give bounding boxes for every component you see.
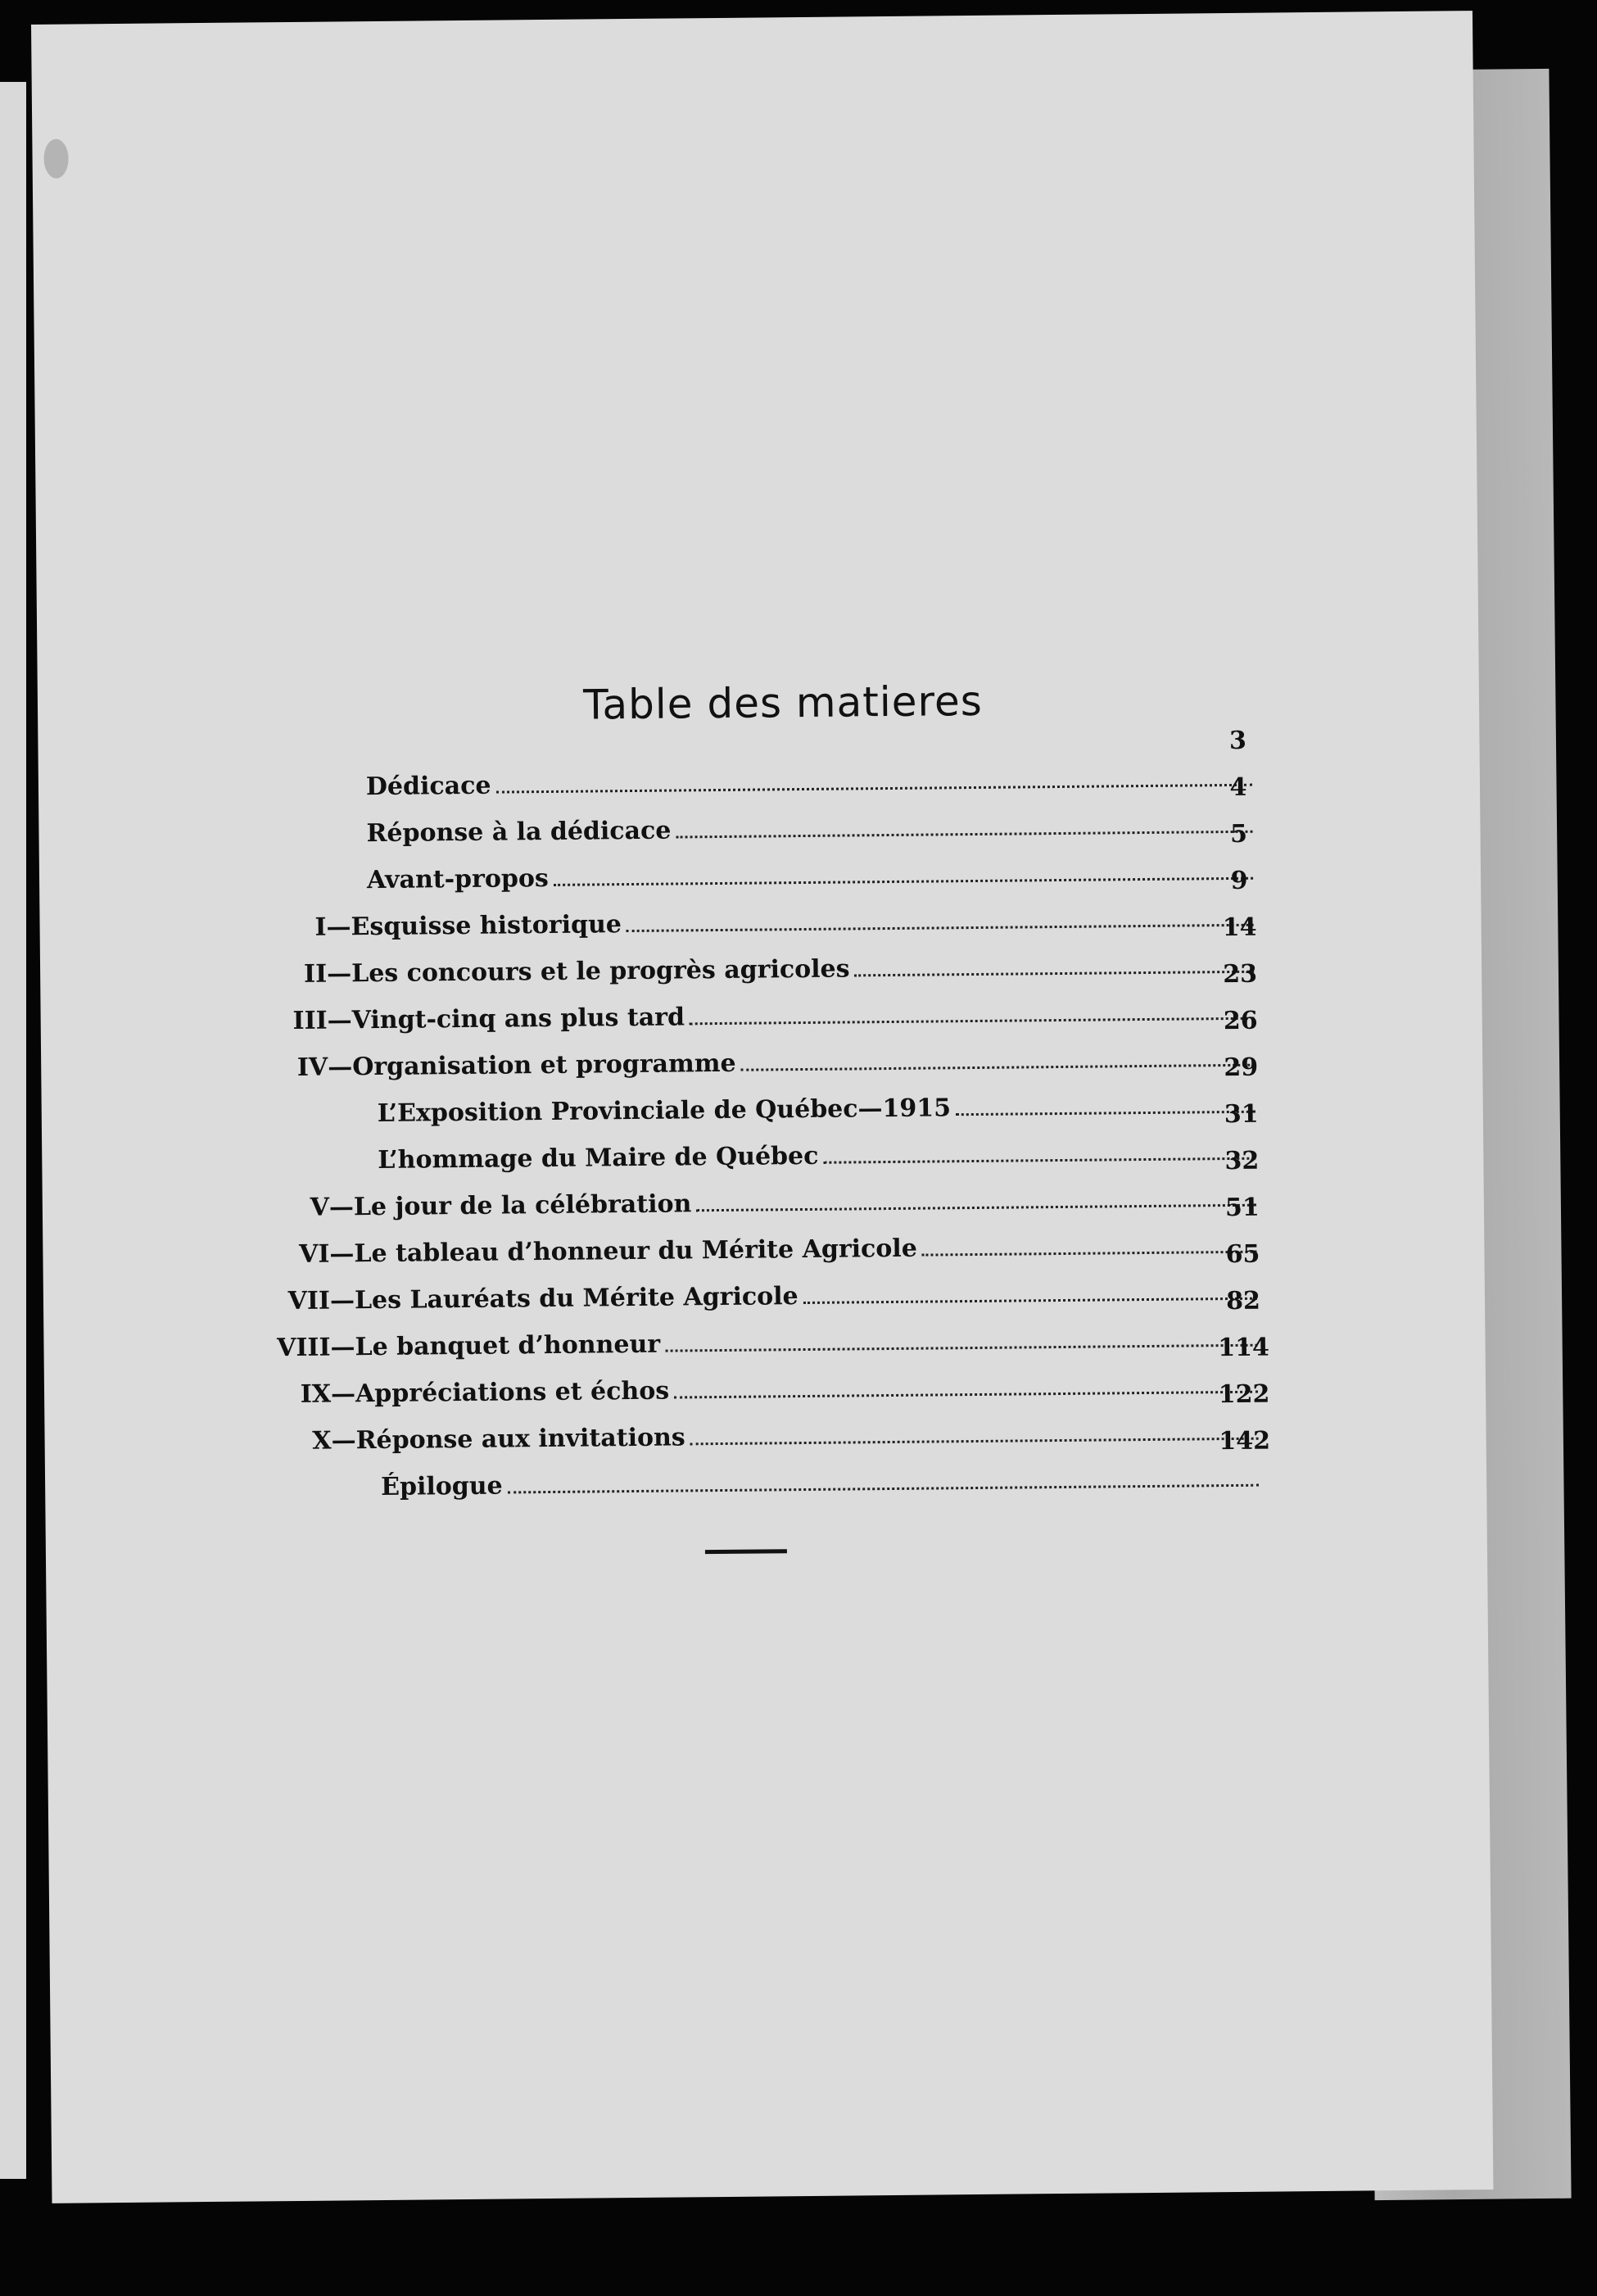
dot-leader [554,876,1253,886]
chapter-title: Vingt-cinq ans plus tard [351,1003,685,1035]
page-number: 82 [1225,1286,1261,1316]
dot-leader [508,1483,1259,1494]
chapter-number: VI— [298,1239,355,1269]
page-number: 32 [1224,1146,1260,1176]
page-number: 142 [1219,1426,1271,1456]
page-title: Table des matieres [582,677,984,729]
chapter-number: V— [310,1193,355,1222]
table-of-contents [260,726,1274,1503]
dot-leader [496,783,1252,794]
page-number: 29 [1224,1053,1259,1083]
chapter-number: IX— [300,1379,356,1409]
chapter-title: Appréciations et échos [355,1376,670,1409]
chapter-title: Réponse à la dédicace [366,816,672,849]
page-number: 51 [1224,1193,1260,1223]
chapter-title: Réponse aux invitations [355,1423,685,1456]
chapter-title: Esquisse historique [351,910,622,942]
page-number: 4 [1229,772,1247,802]
dot-leader [741,1063,1255,1071]
page-number: 122 [1218,1379,1270,1410]
page-number: 3 [1228,726,1247,755]
dot-leader [956,1110,1255,1116]
dot-leader [690,1437,1259,1446]
facing-page-strip [0,82,26,2179]
dot-leader [690,1017,1255,1026]
paper-stain [43,139,68,179]
document-page [31,11,1493,2203]
chapter-number: I— [314,913,351,942]
page-number: 31 [1224,1099,1259,1130]
page-number: 114 [1218,1333,1270,1363]
chapter-title: Les Lauréats du Mérite Agricole [354,1282,798,1316]
chapter-number: VIII— [276,1333,355,1363]
dot-leader [676,830,1252,839]
chapter-title: Le tableau d’honneur du Mérite Agricole [354,1234,917,1269]
page-number: 65 [1225,1239,1260,1270]
page-number: 14 [1222,913,1257,943]
closing-rule [705,1549,787,1554]
chapter-number: IV— [296,1053,353,1082]
chapter-title: Dédicace [365,771,491,802]
chapter-number: II— [303,959,352,989]
page-number: 23 [1223,959,1258,989]
chapter-title: Organisation et programme [352,1048,736,1082]
dot-leader [803,1297,1257,1304]
dot-leader [627,923,1254,932]
chapter-number: VII— [287,1286,355,1316]
dot-leader [674,1390,1258,1399]
chapter-title: Épilogue [380,1471,503,1501]
chapter-title: Les concours et le progrès agricoles [351,954,850,989]
dot-leader [855,970,1255,977]
chapter-title: L’hommage du Maire de Québec [378,1141,819,1175]
chapter-title: Avant-propos [366,863,549,895]
chapter-number: III— [292,1006,352,1035]
chapter-title: Le banquet d’honneur [355,1329,661,1362]
chapter-title: Le jour de la célébration [353,1189,692,1222]
chapter-title: L’Exposition Provinciale de Québec—1915 [377,1094,952,1129]
dot-leader [823,1157,1255,1164]
page-number: 26 [1223,1006,1258,1036]
dot-leader [922,1250,1257,1257]
page-number: 5 [1229,819,1248,849]
chapter-number: X— [312,1426,356,1456]
dot-leader [665,1343,1257,1352]
dot-leader [696,1203,1256,1212]
page-number: 9 [1230,866,1248,895]
